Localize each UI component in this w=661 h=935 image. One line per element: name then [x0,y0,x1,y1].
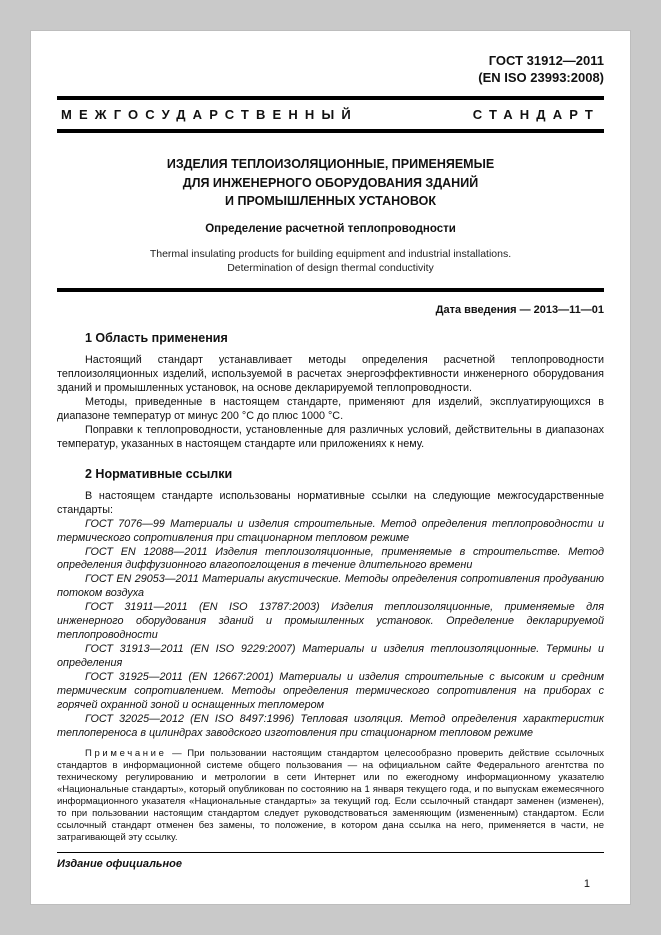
note-label: Примечание [85,748,167,760]
standard-type-word-2: СТАНДАРТ [472,106,600,122]
reference-item: ГОСТ 31925—2011 (EN 12667:2001) Материалы и изделия строительные с высоким и средним термическим сопротивлением. Методы определения термического сопротивления на приборах с горячей охранной зоной и оснащенных тепломером [57,670,604,711]
scope-paragraph: Настоящий стандарт устанавливает методы определения расчетной теплопроводности теплоизоляционных изделий, используемой в расчетах энергоэффективности инженерного оборудования зданий и промышленных установок, на основе декларируемой теплопроводности. [57,354,604,395]
title-line: ДЛЯ ИНЖЕНЕРНОГО ОБОРУДОВАНИЯ ЗДАНИЙ [182,175,479,190]
reference-item: ГОСТ 32025—2012 (EN ISO 8497:1996) Тепловая изоляция. Метод определения характеристик теплопереноса в цилиндрах заводского изготовления при стационарном тепловом режиме [57,712,604,739]
section-1-heading: 1 Область применения [85,331,228,346]
note [57,748,604,844]
edition-label: Издание официальное [57,858,182,870]
english-title-line: Determination of design thermal conductivity [227,262,434,275]
doc-number-block [57,53,604,87]
section-2-heading: 2 Нормативные ссылки [85,466,233,481]
reference-item: ГОСТ EN 12088—2011 Изделия теплоизоляционные, применяемые в строительстве. Метод определения диффузионного влагопоглощения в течение длительного времени [57,545,604,572]
footer-divider [57,852,604,853]
reference-item: ГОСТ 31913—2011 (EN ISO 9229:2007) Материалы и изделия теплоизоляционные. Термины и определения [57,642,604,669]
reference-item: ГОСТ EN 29053—2011 Материалы акустические. Методы определения сопротивления продуванию потоком воздуха [57,573,604,600]
reference-item: ГОСТ 31911—2011 (EN ISO 13787:2003) Изделия теплоизоляционные, применяемые для инженерного оборудования зданий и промышленных установок. Определение декларируемой теплопроводности [57,601,604,642]
doc-number: ГОСТ 31912—2011 [488,53,604,68]
divider-under-title [57,288,604,292]
title-line: И ПРОМЫШЛЕННЫХ УСТАНОВОК [225,194,436,209]
document-subtitle: Определение расчетной теплопроводности [205,223,456,236]
document-page [30,30,631,905]
effective-date: Дата введения — 2013—11—01 [435,304,604,317]
references-intro: В настоящем стандарте использованы нормативные ссылки на следующие межгосударственные стандарты: [57,489,604,516]
doc-number-iso: (EN ISO 23993:2008) [478,69,604,85]
scope-paragraph: Методы, приведенные в настоящем стандарте, применяют для изделий, эксплуатирующихся в диапазоне температур от минус 200 °С до плюс 1000 °С. [57,396,604,423]
page-number: 1 [583,878,590,890]
divider-under-band [57,129,604,133]
document-title [57,155,604,211]
standard-type-band [57,100,604,129]
title-line: ИЗДЕЛИЯ ТЕПЛОИЗОЛЯЦИОННЫЕ, ПРИМЕНЯЕМЫЕ [166,156,495,171]
english-title-line: Thermal insulating products for building equipment and industrial installations. [149,248,512,261]
scope-paragraph: Поправки к теплопроводности, установленные для различных условий, действительны в диапазонах температур, указанных в настоящем стандарте или приложениях к нему. [57,423,604,450]
note-text: — При пользовании настоящим стандартом целесообразно проверить действие ссылочных стандартов в информационной системе общего пользования — на официальном сайте Федерального агентства по техническому регулированию и метрологии в сети Интернет или по ежегодному информационному указателю «Национальные стандарты», который опубликован по состоянию на 1 января текущего года, и по выпускам ежемесячного информационного указателя «Национальные стандарты» за текущий год. Если ссылочный стандарт заменен (изменен), то при пользовании настоящим стандартом следует руководствоваться заменяющим (измененным) стандартом. Если ссылочный стандарт отменен без замены, то положение, в котором дана ссылка на него, применяется в части, не затрагивающей эту ссылку. [57,748,604,844]
english-title [57,247,604,275]
reference-item: ГОСТ 7076—99 Материалы и изделия строительные. Метод определения теплопроводности и термического сопротивления при стационарном тепловом режиме [57,517,604,544]
footer [57,852,604,890]
standard-type-word-1: МЕЖГОСУДАРСТВЕННЫЙ [61,106,358,122]
